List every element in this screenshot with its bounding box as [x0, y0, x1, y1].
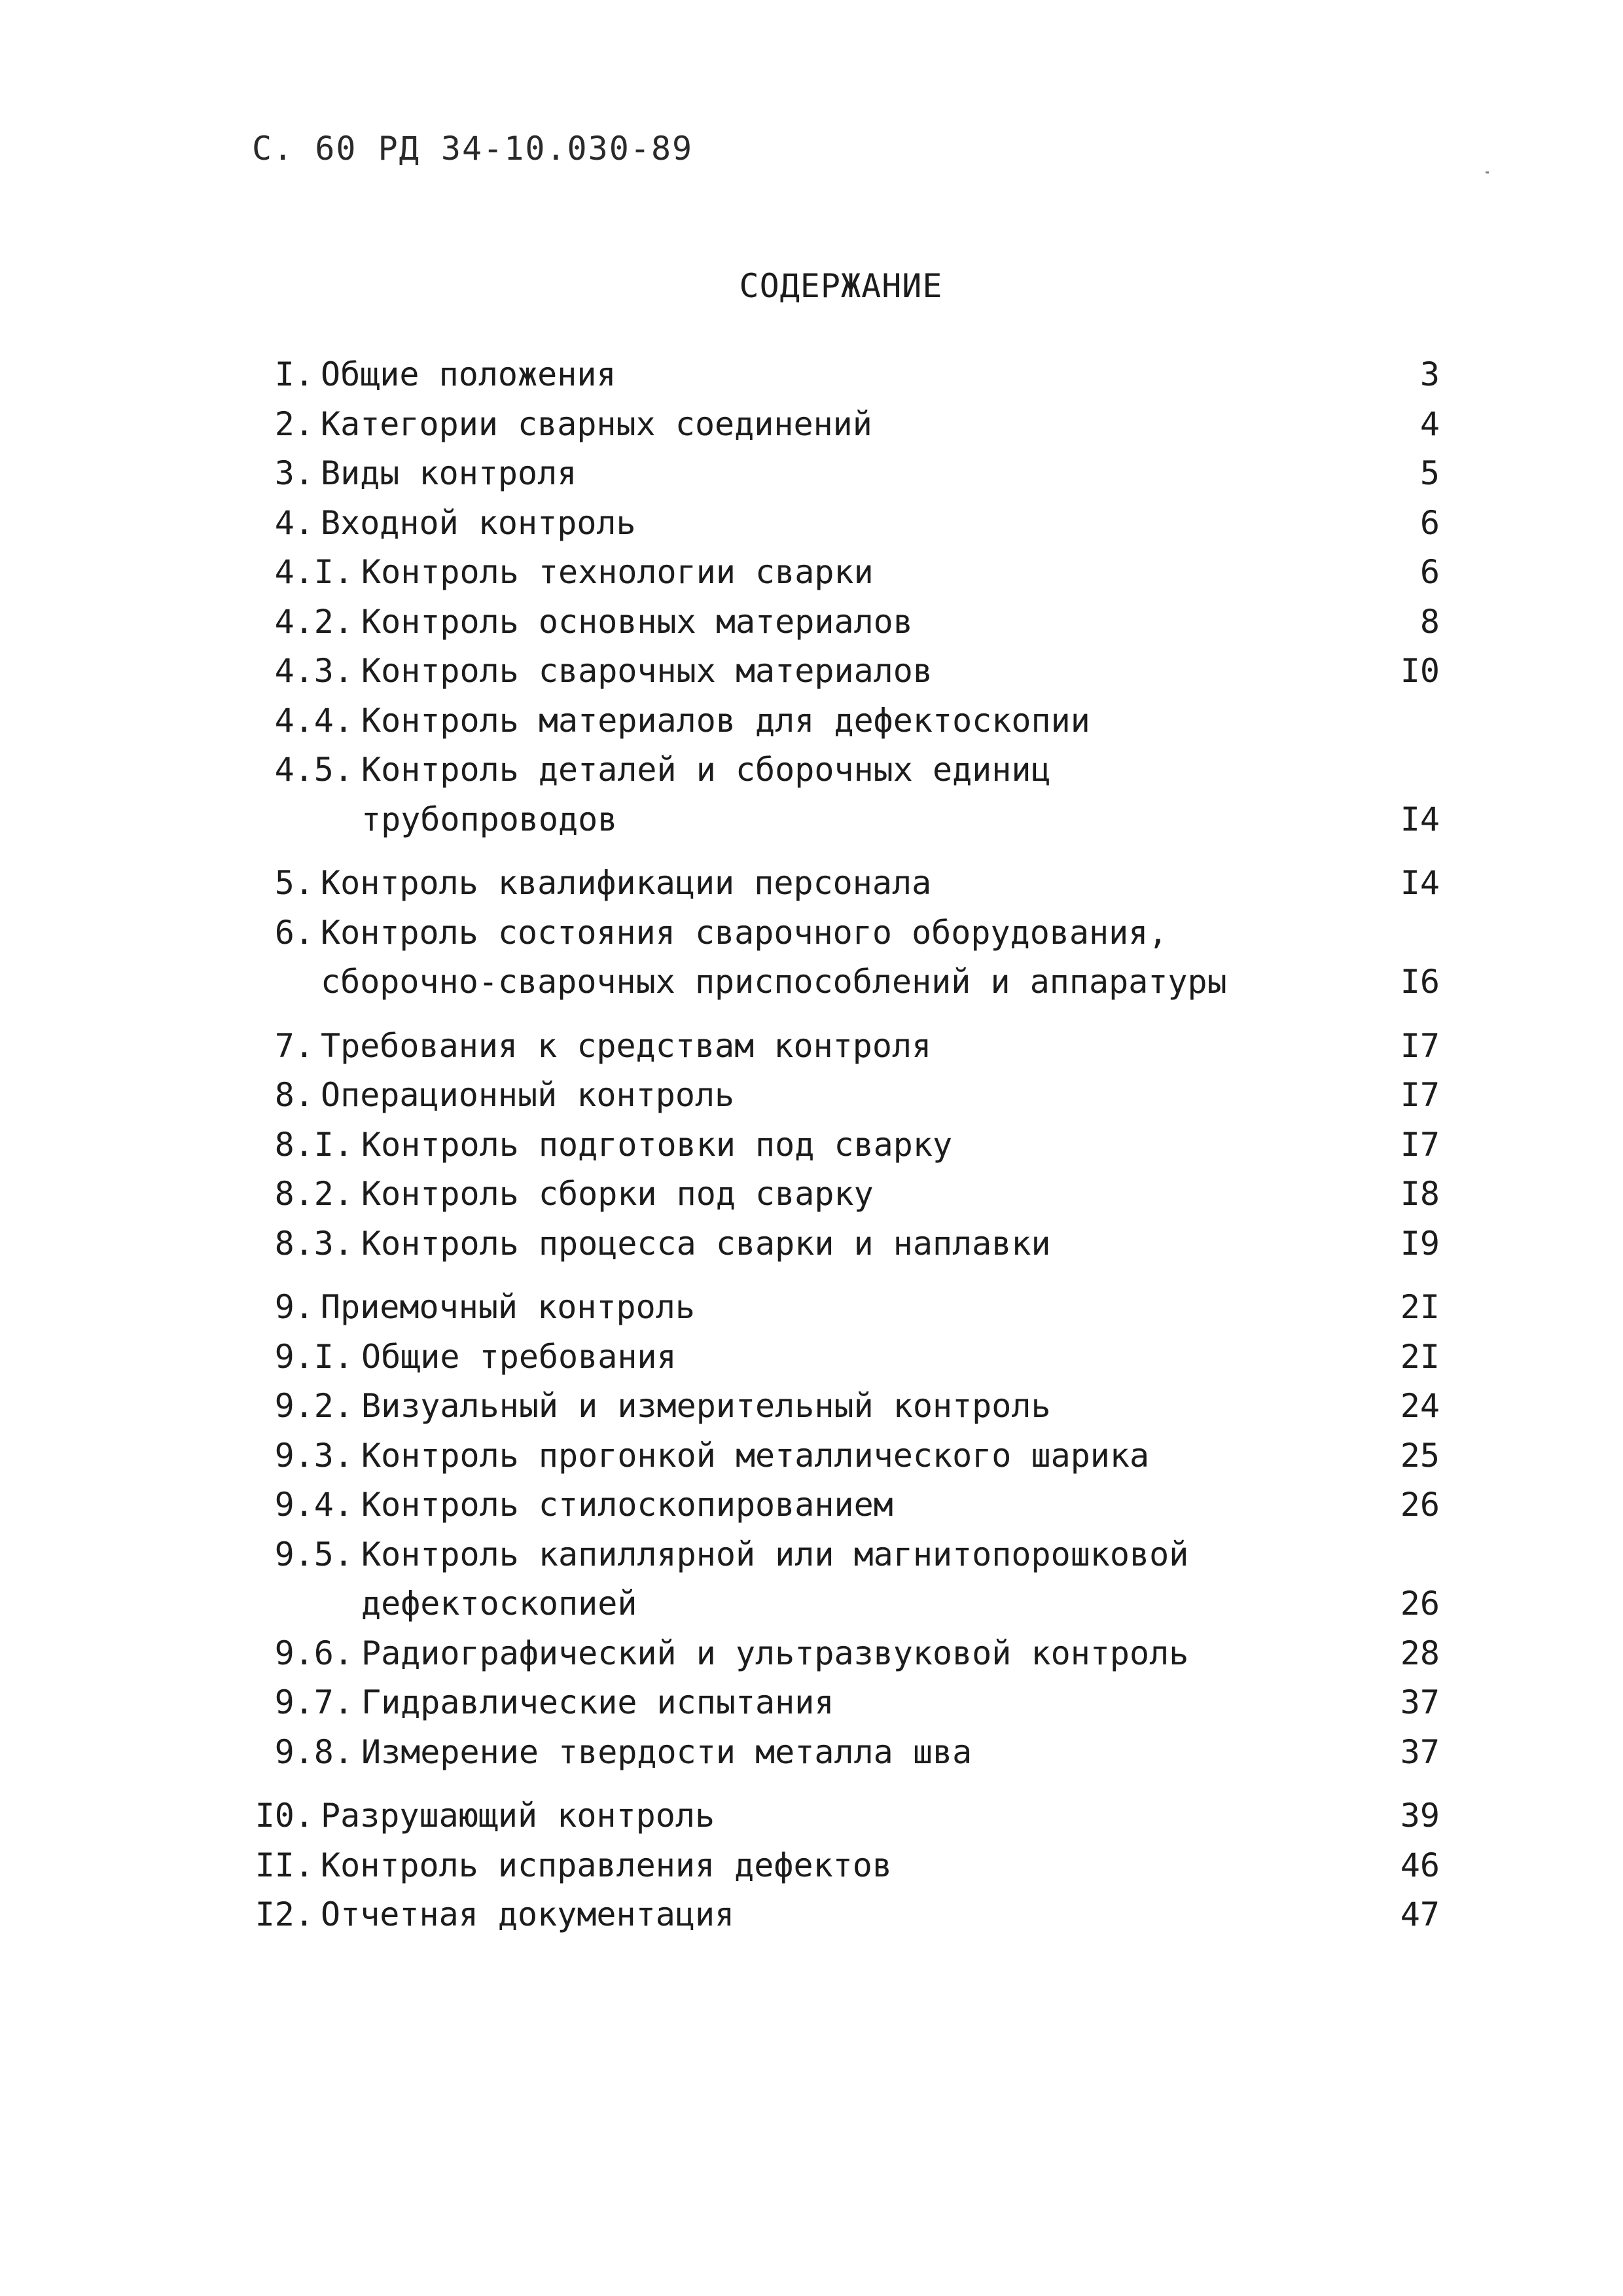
toc-line: [242, 795, 1440, 845]
document-reference: С. 60 РД 34-10.030-89: [252, 130, 694, 168]
toc-line: [242, 696, 1440, 746]
toc-entry: [242, 1333, 1440, 1382]
toc-entry: [242, 696, 1440, 746]
toc-entry-number: 3.: [274, 454, 314, 492]
toc-line: [242, 958, 1440, 1007]
toc-entry-title-continued: сборочно-сварочных приспособлений и аппаратуры: [321, 963, 1227, 1001]
toc-line: [242, 350, 1440, 400]
toc-line: [242, 1071, 1440, 1121]
toc-entry-number: 4.3.: [274, 652, 353, 690]
toc-entry-page: I9: [1400, 1224, 1440, 1263]
toc-line: [242, 1382, 1440, 1431]
toc-entry-page: 37: [1400, 1732, 1440, 1771]
toc-line: [242, 1890, 1440, 1940]
toc-entry: [242, 1283, 1440, 1333]
toc-line: [242, 1022, 1440, 1071]
toc-entry-number: 4.I.: [274, 553, 353, 591]
toc-entry-number: I2.: [255, 1895, 314, 1933]
toc-line: [242, 859, 1440, 908]
toc-line: [242, 1530, 1440, 1580]
toc-entry-page: 3: [1419, 355, 1440, 393]
toc-line: [242, 1728, 1440, 1778]
toc-entry: [242, 1728, 1440, 1778]
toc-entry: [242, 598, 1440, 647]
toc-entry-title: Требования к средствам контроля: [321, 1026, 932, 1065]
toc-entry-title: Визуальный и измерительный контроль: [361, 1387, 1051, 1425]
toc-entry-number: 6.: [274, 913, 314, 952]
toc-entry: [242, 499, 1440, 548]
toc-entry-title: Контроль материалов для дефектоскопии: [361, 701, 1090, 740]
toc-entry-title: Контроль прогонкой металлического шарика: [361, 1436, 1150, 1475]
toc-entry-page: I4: [1400, 864, 1440, 902]
toc-entry: [242, 350, 1440, 400]
toc-entry-page: 26: [1400, 1486, 1440, 1524]
toc-entry-page: 2I: [1400, 1288, 1440, 1326]
toc-entry-title: Контроль стилоскопированием: [361, 1486, 893, 1524]
toc-entry-title: Контроль исправления дефектов: [321, 1846, 892, 1884]
toc-entry-page: I7: [1400, 1076, 1440, 1114]
toc-entry: [242, 400, 1440, 450]
toc-entry-number: 2.: [274, 404, 314, 443]
toc-entry-title: Контроль сборки под сварку: [361, 1175, 874, 1213]
toc-entry-title: Контроль технологии сварки: [361, 553, 874, 591]
toc-entry-title: Виды контроля: [321, 454, 577, 492]
toc-line: [242, 499, 1440, 548]
toc-entry-number: 8.I.: [274, 1125, 353, 1164]
toc-entry-title-continued: трубопроводов: [361, 800, 618, 838]
toc-entry: [242, 745, 1440, 844]
toc-entry-page: I4: [1400, 800, 1440, 838]
toc-entry-title: Контроль капиллярной или магнитопорошковой: [361, 1535, 1189, 1573]
toc-entry-number: 9.I.: [274, 1337, 353, 1376]
toc-entry-page: 25: [1400, 1436, 1440, 1475]
toc-entry: [242, 1071, 1440, 1121]
toc-entry-title: Операционный контроль: [321, 1076, 735, 1114]
toc-entry-page: 28: [1400, 1634, 1440, 1672]
toc-line: [242, 647, 1440, 696]
toc-entry-title: Общие положения: [321, 355, 616, 393]
toc-entry: [242, 1480, 1440, 1530]
toc-entry: [242, 1841, 1440, 1891]
toc-entry-title: Разрушающий контроль: [321, 1797, 715, 1835]
toc-entry-number: 7.: [274, 1026, 314, 1065]
toc-entry-title: Радиографический и ультразвуковой контроль: [361, 1634, 1189, 1672]
toc-entry-page: 5: [1419, 454, 1440, 492]
toc-line: [242, 598, 1440, 647]
toc-entry-number: 4.5.: [274, 751, 353, 789]
toc-entry: [242, 859, 1440, 908]
toc-entry: [242, 1022, 1440, 1071]
toc-entry-number: 8.2.: [274, 1175, 353, 1213]
toc-entry: [242, 1170, 1440, 1219]
toc-entry-page: 39: [1400, 1797, 1440, 1835]
toc-entry: [242, 1791, 1440, 1841]
toc-entry-number: I.: [274, 355, 314, 393]
toc-entry: [242, 1890, 1440, 1940]
toc-entry: [242, 1678, 1440, 1728]
toc-entry-title: Контроль сварочных материалов: [361, 652, 933, 690]
toc-line: [242, 1629, 1440, 1679]
toc-entry-page: I0: [1400, 652, 1440, 690]
toc-entry-number: 9.2.: [274, 1387, 353, 1425]
toc-entry-page: 2I: [1400, 1337, 1440, 1376]
toc-entry-title: Контроль квалификации персонала: [321, 864, 932, 902]
toc-entry-title: Контроль состояния сварочного оборудования,: [321, 913, 1168, 952]
toc-entry: [242, 1530, 1440, 1629]
toc-entry-page: 46: [1400, 1846, 1440, 1884]
toc-entry-title: Категории сварных соединений: [321, 404, 872, 443]
toc-line: [242, 1333, 1440, 1382]
toc-entry-number: 9.6.: [274, 1634, 353, 1672]
toc-line: [242, 1841, 1440, 1891]
toc-entry-number: 9.8.: [274, 1732, 353, 1771]
toc-entry-page: 37: [1400, 1683, 1440, 1721]
toc-entry: [242, 548, 1440, 598]
toc-entry-number: 4.4.: [274, 701, 353, 740]
toc-entry-number: 9.5.: [274, 1535, 353, 1573]
toc-entry: [242, 1629, 1440, 1679]
toc-entry-page: 47: [1400, 1895, 1440, 1933]
toc-entry-title: Контроль подготовки под сварку: [361, 1125, 953, 1164]
toc-entry-title: Общие требования: [361, 1337, 677, 1376]
toc-entry-title: Контроль деталей и сборочных единиц: [361, 751, 1051, 789]
toc-entry-page: 26: [1400, 1585, 1440, 1623]
page-title: СОДЕРЖАНИЕ: [739, 267, 943, 305]
toc-entry-page: 6: [1419, 553, 1440, 591]
toc-line: [242, 1283, 1440, 1333]
toc-entry: [242, 908, 1440, 1007]
scan-mark: [1486, 171, 1489, 173]
toc-line: [242, 1219, 1440, 1269]
toc-entry-page: 24: [1400, 1387, 1440, 1425]
toc-entry-page: 6: [1419, 503, 1440, 542]
table-of-contents: [242, 350, 1440, 1940]
toc-line: [242, 1170, 1440, 1219]
toc-entry-number: I0.: [255, 1797, 314, 1835]
toc-entry-number: 9.4.: [274, 1486, 353, 1524]
toc-entry-number: 9.: [274, 1288, 314, 1326]
toc-entry: [242, 1431, 1440, 1481]
toc-entry-number: II.: [255, 1846, 314, 1884]
toc-line: [242, 1121, 1440, 1170]
toc-entry: [242, 449, 1440, 499]
toc-line: [242, 1791, 1440, 1841]
toc-line: [242, 449, 1440, 499]
toc-line: [242, 548, 1440, 598]
toc-entry-number: 9.7.: [274, 1683, 353, 1721]
toc-entry-title: Гидравлические испытания: [361, 1683, 834, 1721]
toc-entry-title: Контроль процесса сварки и наплавки: [361, 1224, 1051, 1263]
toc-entry-title: Приемочный контроль: [321, 1288, 695, 1326]
toc-entry-page: 8: [1419, 602, 1440, 641]
toc-entry-number: 9.3.: [274, 1436, 353, 1475]
toc-entry-title: Измерение твердости металла шва: [361, 1732, 972, 1771]
toc-entry: [242, 1219, 1440, 1269]
toc-entry: [242, 647, 1440, 696]
toc-line: [242, 745, 1440, 795]
toc-entry-number: 8.3.: [274, 1224, 353, 1263]
toc-line: [242, 1480, 1440, 1530]
toc-entry-number: 4.2.: [274, 602, 353, 641]
toc-entry-page: I8: [1400, 1175, 1440, 1213]
toc-entry-page: I7: [1400, 1125, 1440, 1164]
toc-entry-page: I7: [1400, 1026, 1440, 1065]
toc-line: [242, 1431, 1440, 1481]
toc-entry-number: 8.: [274, 1076, 314, 1114]
toc-entry: [242, 1382, 1440, 1431]
toc-line: [242, 1579, 1440, 1629]
toc-entry: [242, 1121, 1440, 1170]
toc-line: [242, 908, 1440, 958]
toc-line: [242, 400, 1440, 450]
toc-entry-number: 5.: [274, 864, 314, 902]
toc-entry-title-continued: дефектоскопией: [361, 1585, 637, 1623]
toc-line: [242, 1678, 1440, 1728]
toc-entry-title: Отчетная документация: [321, 1895, 735, 1933]
toc-entry-page: I6: [1400, 963, 1440, 1001]
toc-entry-title: Входной контроль: [321, 503, 636, 542]
toc-entry-title: Контроль основных материалов: [361, 602, 913, 641]
toc-entry-page: 4: [1419, 404, 1440, 443]
toc-entry-number: 4.: [274, 503, 314, 542]
